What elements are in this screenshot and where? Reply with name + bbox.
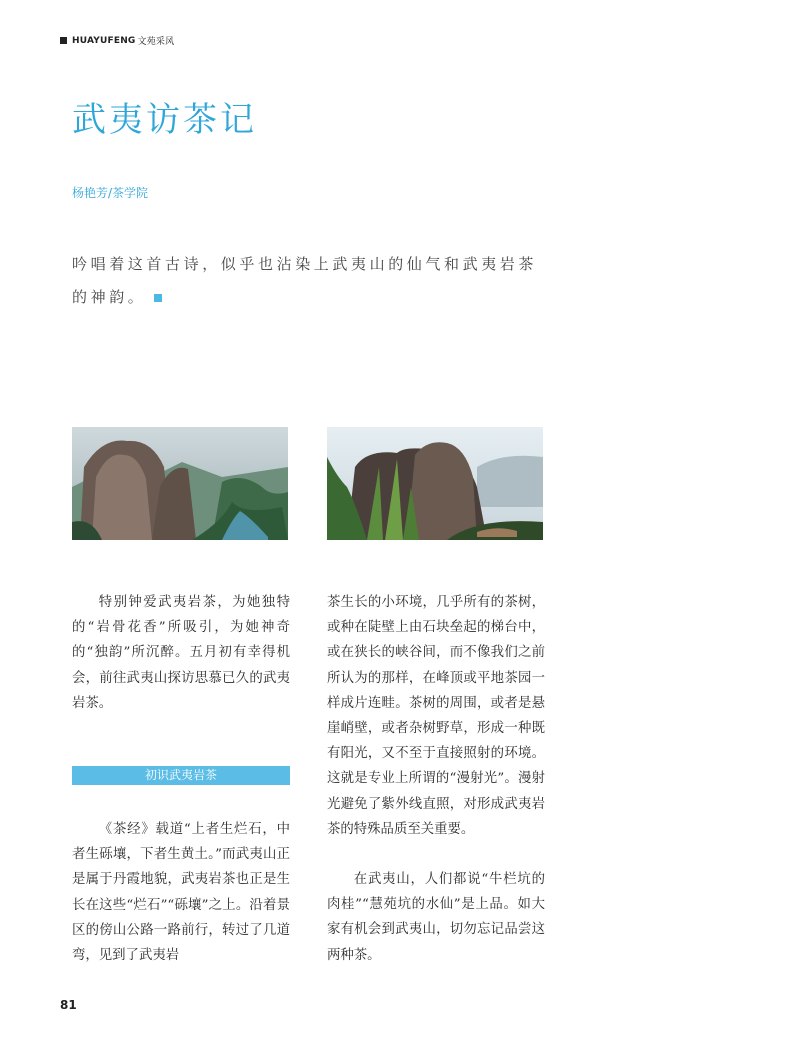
photo-mountain-river [72, 427, 288, 540]
photo-mountain-trees [327, 427, 543, 540]
right-paragraph-1: 茶生长的小环境，几乎所有的茶树，或种在陡壁上由石块垒起的梯台中，或在狭长的峡谷间，而不像我们之前所认为的那样，在峰顶或平地茶园一样成片连畦。茶树的周围，或者是悬崖峭壁，或者杂树野草，形成一种既有阳光，又不至于直接照射的环境。这就是专业上所谓的“漫射光”。漫射光避免了紫外线直照，对形成武夷岩茶的特殊品质至关重要。 [327, 595, 545, 837]
paragraph-gap [327, 842, 545, 867]
section-heading: 初识武夷岩茶 [72, 766, 290, 785]
intro-line-1: 吟唱着这首古诗，似乎也沾染上武夷山的仙气和武夷岩茶 [72, 255, 538, 273]
running-header [60, 34, 174, 47]
header-section: 文苑采风 [137, 37, 175, 47]
left-paragraph-2: 《茶经》载道“上者生烂石，中者生砾壤，下者生黄土。”而武夷山正是属于丹霞地貌，武夷岩茶也正是生长在这些“烂石”“砾壤”之上。沿着景区的傍山公路一路前行，转过了几道弯，见到了武夷岩 [72, 822, 290, 964]
left-column [72, 590, 290, 968]
article-author: 杨艳芳/茶学院 [72, 186, 149, 200]
header-brand: HUAYUFENG [72, 35, 136, 46]
intro-text [72, 248, 552, 314]
article-title: 武夷访茶记 [72, 100, 257, 140]
page-number: 81 [60, 998, 77, 1012]
right-column [327, 590, 545, 968]
header-square-icon [60, 37, 67, 44]
intro-line-2: 的神韵。 [72, 288, 147, 306]
right-paragraph-2: 在武夷山，人们都说“牛栏坑的肉桂”“慧苑坑的水仙”是上品。如大家有机会到武夷山，切勿忘记品尝这两种茶。 [327, 872, 545, 963]
end-square-icon [154, 294, 162, 302]
left-paragraph-1: 特别钟爱武夷岩茶，为她独特的“岩骨花香”所吸引，为她神奇的“独韵”所沉醉。五月初有幸得机会，前往武夷山探访思慕已久的武夷岩茶。 [72, 595, 290, 711]
